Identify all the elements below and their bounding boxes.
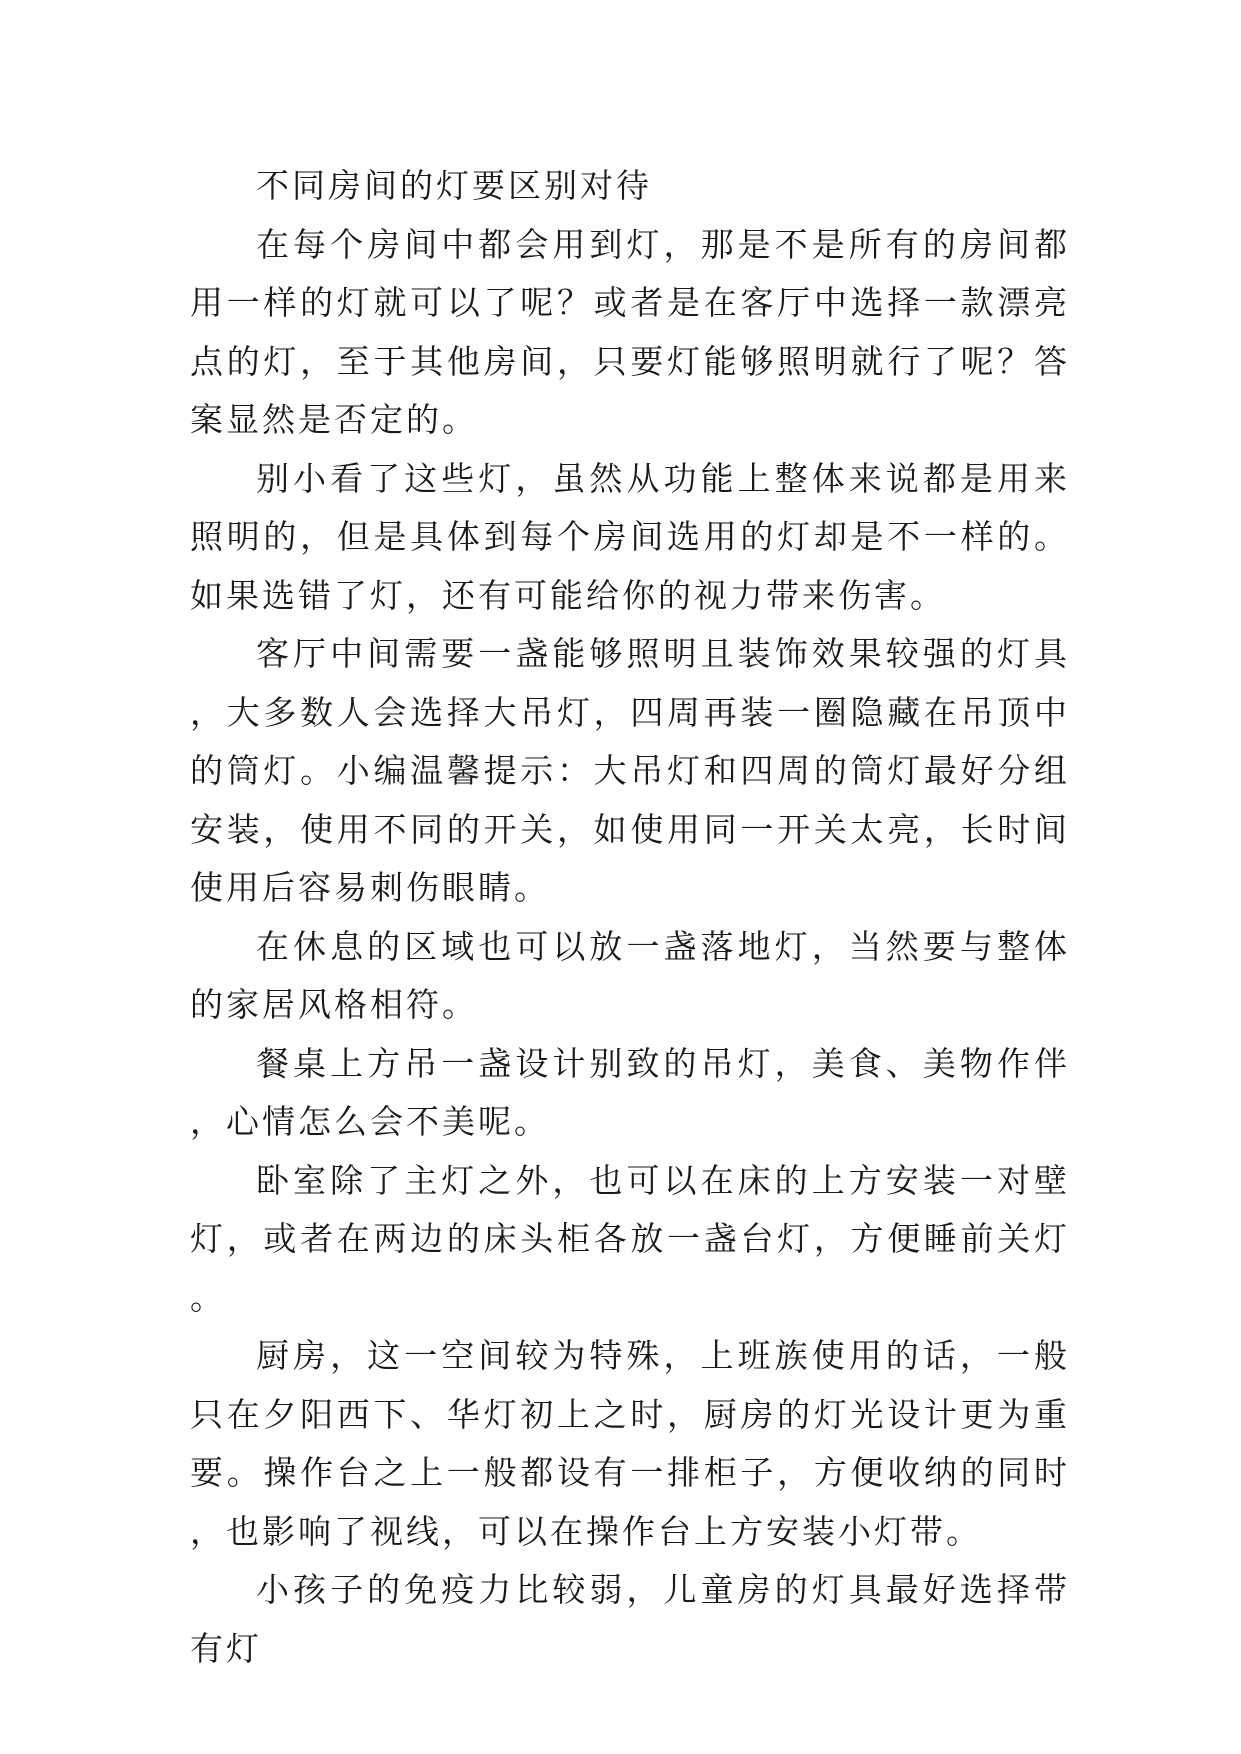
- paragraph: 在休息的区域也可以放一盏落地灯，当然要与整体的家居风格相符。: [190, 926, 1070, 1024]
- document-heading: 不同房间的灯要区别对待: [256, 166, 652, 205]
- paragraph: 小孩子的免疫力比较弱，儿童房的灯具最好选择带有灯: [190, 1570, 1070, 1668]
- paragraph: 别小看了这些灯，虽然从功能上整体来说都是用来照明的，但是具体到每个房间选用的灯却是不一样的。如果选错了灯，还有可能给你的视力带来伤害。: [190, 458, 1070, 615]
- document-body: [190, 157, 1070, 1678]
- paragraph: 客厅中间需要一盏能够照明且装饰效果较强的灯具，大多数人会选择大吊灯，四周再装一圈隐藏在吊顶中的筒灯。小编温馨提示：大吊灯和四周的筒灯最好分组安装，使用不同的开关，如使用同一开关太亮，长时间使用后容易刺伤眼睛。: [190, 634, 1070, 907]
- paragraph: 厨房，这一空间较为特殊，上班族使用的话，一般只在夕阳西下、华灯初上之时，厨房的灯光设计更为重要。操作台之上一般都设有一排柜子，方便收纳的同时，也影响了视线，可以在操作台上方安装小灯带。: [190, 1336, 1070, 1551]
- paragraph: 在每个房间中都会用到灯，那是不是所有的房间都用一样的灯就可以了呢？或者是在客厅中选择一款漂亮点的灯，至于其他房间，只要灯能够照明就行了呢？答案显然是否定的。: [190, 224, 1070, 439]
- paragraph: 卧室除了主灯之外，也可以在床的上方安装一对壁灯，或者在两边的床头柜各放一盏台灯，方便睡前关灯。: [190, 1160, 1070, 1317]
- paragraph: 餐桌上方吊一盏设计别致的吊灯，美食、美物作伴，心情怎么会不美呢。: [190, 1043, 1070, 1141]
